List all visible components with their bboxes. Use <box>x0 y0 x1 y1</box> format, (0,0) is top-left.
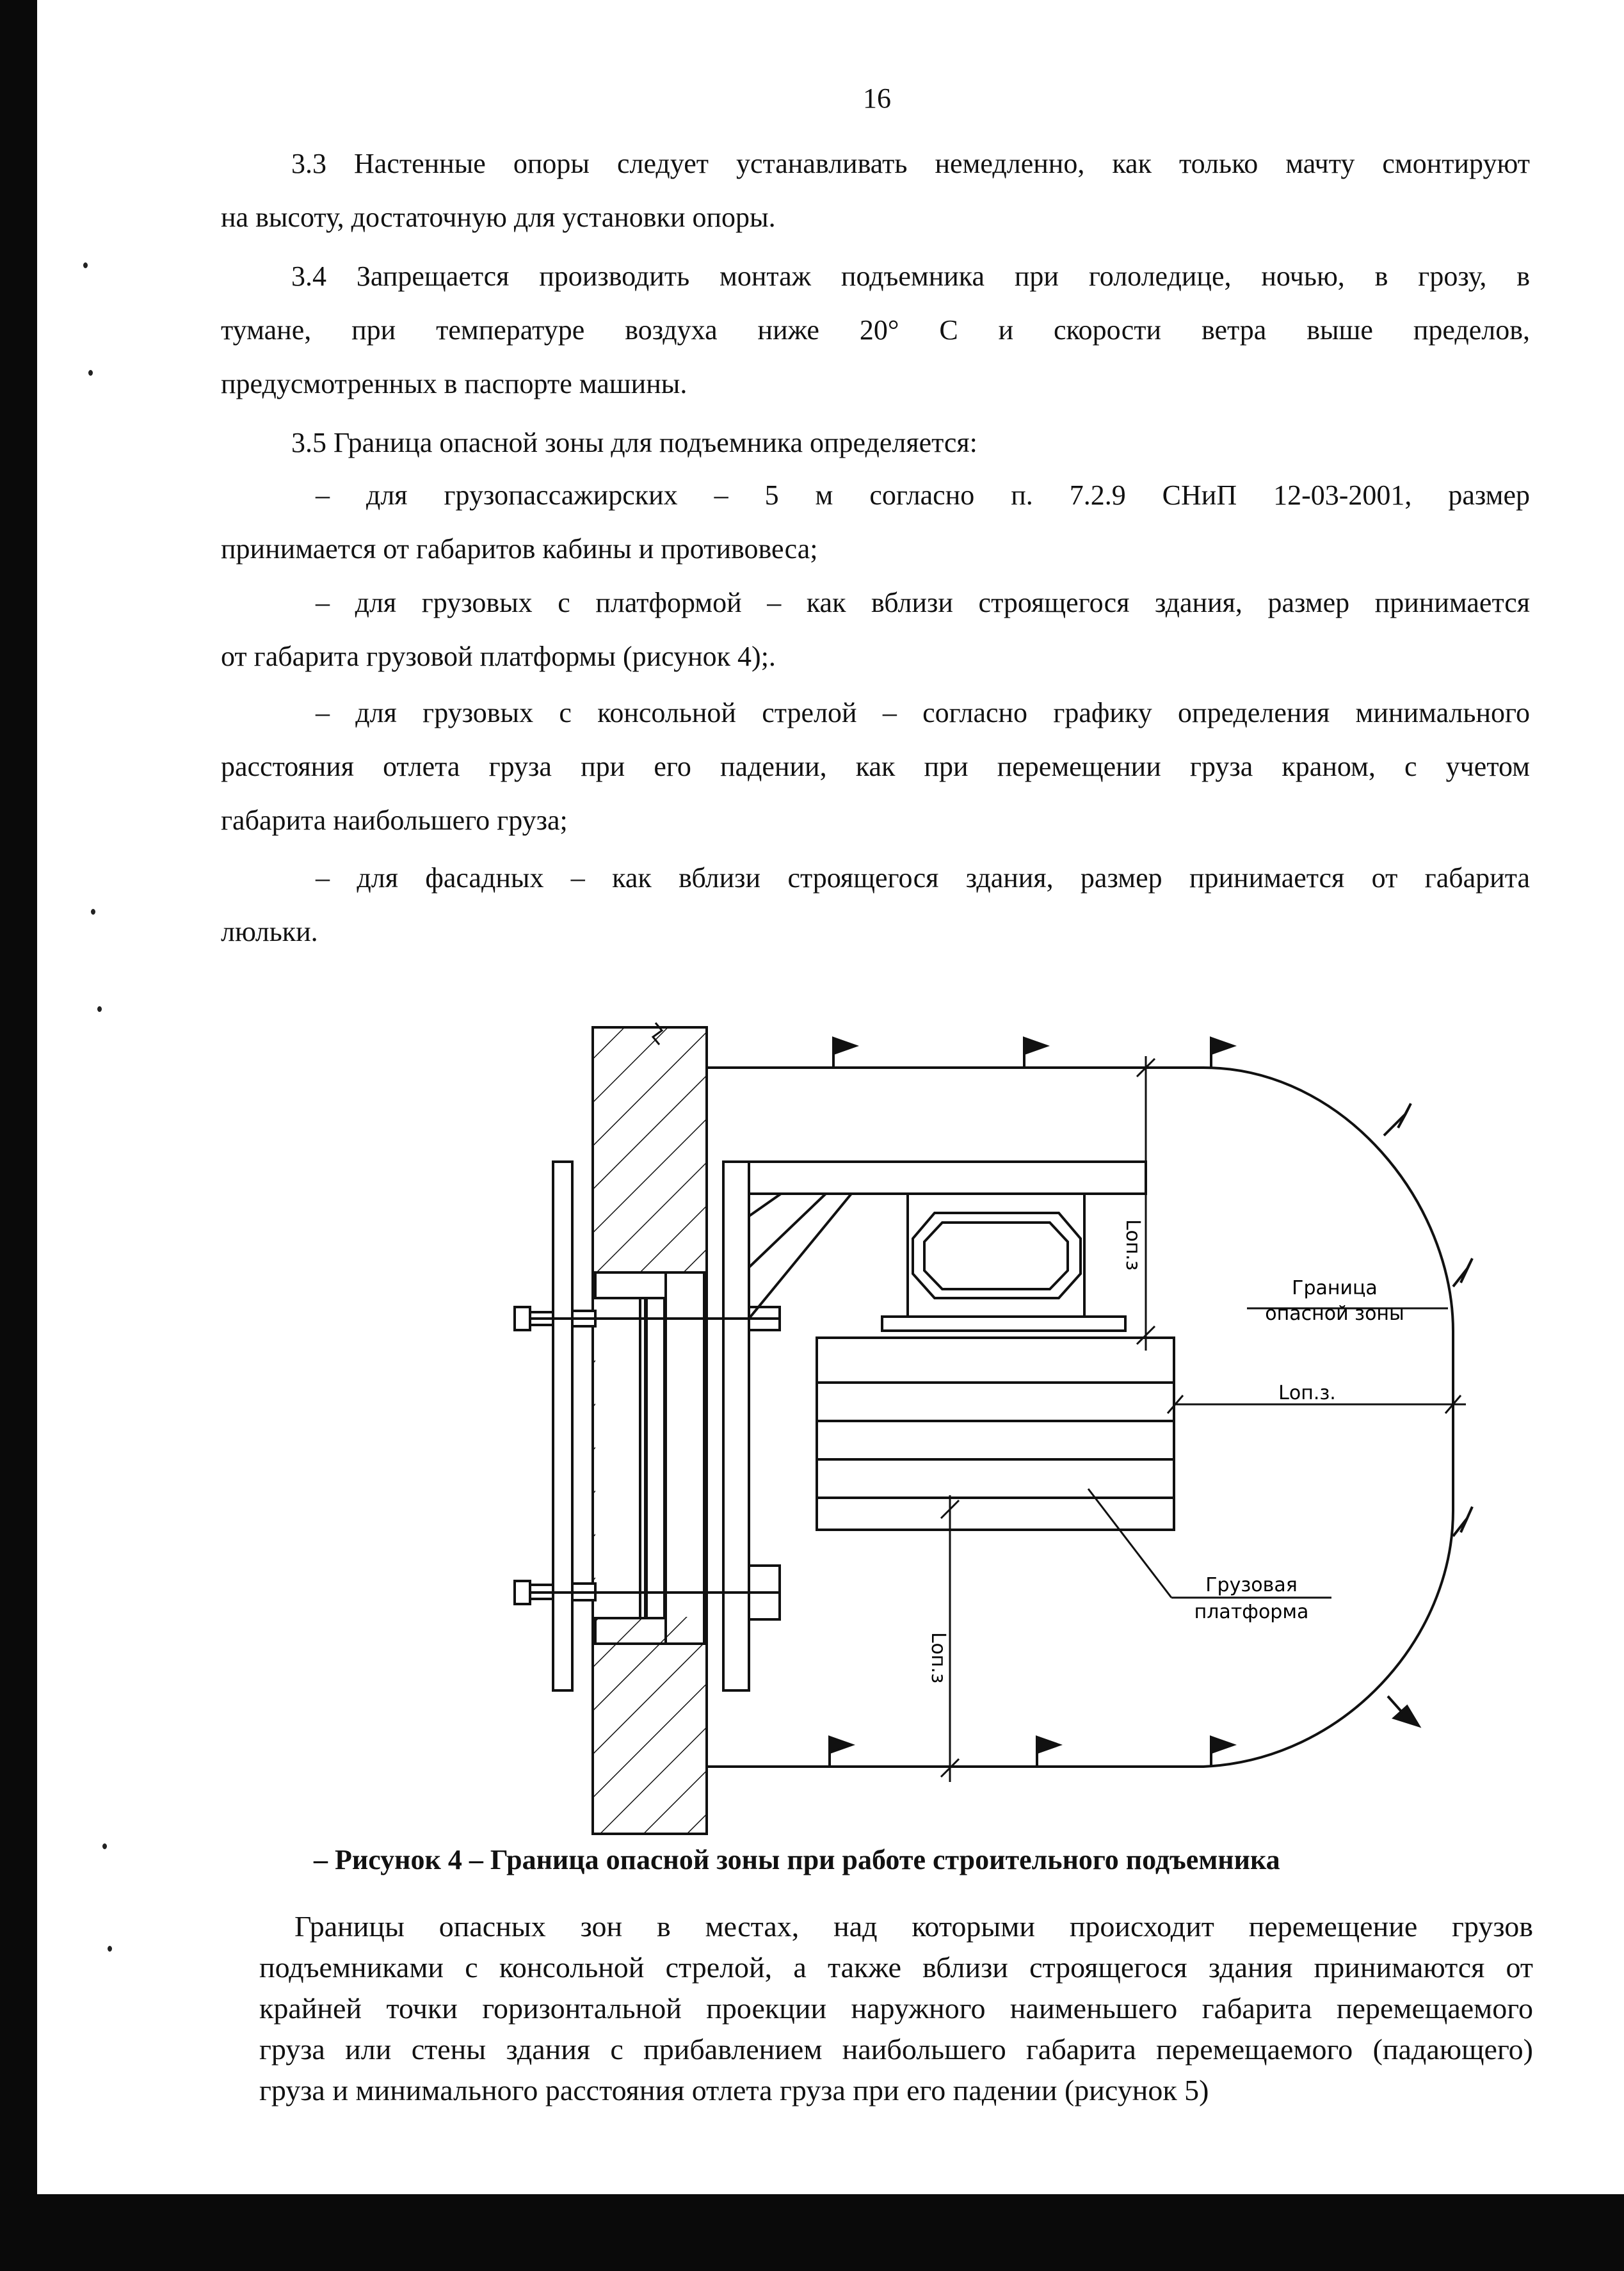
label-lopz-bottom: Lоп.з <box>927 1632 949 1684</box>
text-line: – для грузопассажирских – 5 м согласно п. 7.2.9 СНиП 12-03-2001, размер <box>316 479 1530 511</box>
paragraph-3-4 <box>221 250 1530 411</box>
scan-speck <box>102 1843 107 1849</box>
scan-speck <box>88 370 93 376</box>
text-line: груза или стены здания с прибавлением наибольшего габарита перемещаемого (падающего) <box>259 2033 1533 2066</box>
label-boundary-line2: опасной зоны <box>1265 1303 1404 1325</box>
scan-border-bottom <box>0 2194 1624 2271</box>
paragraph-3-5 <box>221 416 1530 470</box>
scan-speck <box>91 909 95 915</box>
cargo-platform <box>817 1338 1174 1530</box>
list-item-facade <box>221 851 1530 959</box>
text-line: габарита наибольшего груза; <box>221 805 568 836</box>
scan-border-left <box>0 0 37 2271</box>
hoist-cabin <box>882 1194 1125 1331</box>
text-line: – для грузовых с консольной стрелой – согласно графику определения минимального <box>316 697 1530 728</box>
text-line: – для грузовых с платформой – как вблизи строящегося здания, размер принимается <box>316 587 1530 618</box>
text-line: груза и минимального расстояния отлета груза при его падении (рисунок 5) <box>259 2074 1209 2106</box>
text-line: люльки. <box>221 916 318 947</box>
label-platform-line2: платформа <box>1194 1601 1309 1623</box>
list-item-platform <box>221 576 1530 684</box>
text-line: подъемниками с консольной стрелой, а также вблизи строящегося здания принимаются от <box>259 1951 1533 1984</box>
figure-danger-zone <box>486 999 1485 1847</box>
text-line: 3.4 Запрещается производить монтаж подъемника при гололедице, ночью, в грозу, в <box>291 261 1530 292</box>
label-lopz-top: Lоп.з <box>1122 1219 1144 1271</box>
danger-zone-diagram <box>486 999 1485 1843</box>
figure-caption: – Рисунок 4 – Граница опасной зоны при работе строительного подъемника <box>314 1844 1280 1875</box>
text-line: 3.5 Граница опасной зоны для подъемника определяется: <box>291 427 977 458</box>
label-boundary-line1: Граница <box>1292 1277 1378 1299</box>
text-line: тумане, при температуре воздуха ниже 20° С и скорости ветра выше пределов, <box>221 314 1530 346</box>
scan-speck <box>108 1946 112 1952</box>
scan-speck <box>97 1006 102 1012</box>
text-line: расстояния отлета груза при его падении, как при перемещении груза краном, с учетом <box>221 751 1530 782</box>
text-line: Границы опасных зон в местах, над которыми происходит перемещение грузов <box>294 1910 1533 1943</box>
label-lopz-horizontal: Lоп.з. <box>1278 1382 1336 1404</box>
text-line: предусмотренных в паспорте машины. <box>221 368 687 399</box>
text-line: принимается от габаритов кабины и противовеса; <box>221 533 818 565</box>
page-number: 16 <box>863 83 891 114</box>
scan-speck <box>83 262 88 268</box>
list-item-console <box>221 686 1530 847</box>
building-wall <box>593 1023 707 1834</box>
text-line: 3.3 Настенные опоры следует устанавливать немедленно, как только мачту смонтируют <box>291 148 1530 179</box>
label-platform-line1: Грузовая <box>1205 1574 1298 1596</box>
text-line: – для фасадных – как вблизи строящегося здания, размер принимается от габарита <box>316 862 1530 894</box>
cantilever-frame <box>749 1162 1146 1319</box>
text-line: на высоту, достаточную для установки опоры. <box>221 202 776 233</box>
text-line: крайней точки горизонтальной проекции наружного наименьшего габарита перемещаемого <box>259 1992 1533 2025</box>
paragraph-3-3 <box>221 137 1530 245</box>
list-item-passenger <box>221 469 1530 576</box>
text-line: от габарита грузовой платформы (рисунок 4);. <box>221 641 776 672</box>
bottom-paragraph <box>259 1906 1533 2111</box>
